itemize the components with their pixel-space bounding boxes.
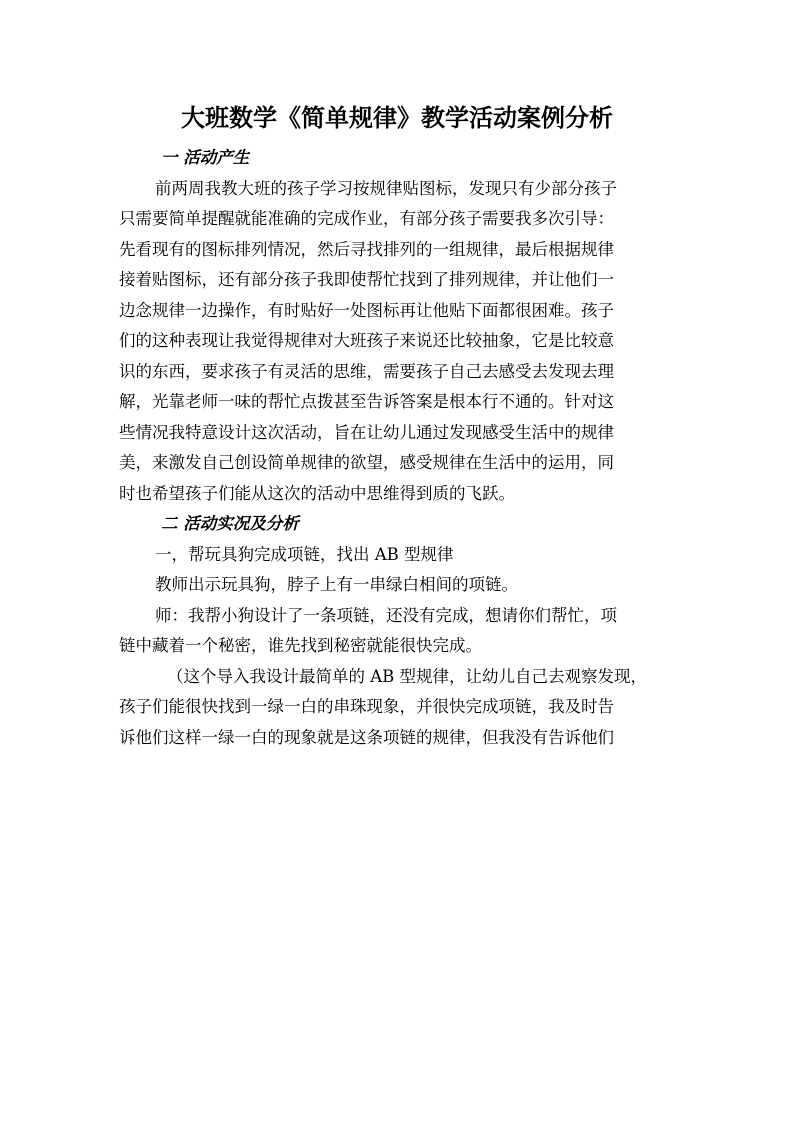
subsection-heading: 一，帮玩具狗完成项链，找出 AB 型规律 (155, 544, 454, 564)
paragraph-line: 们的这种表现让我觉得规律对大班孩子来说还比较抽象，它是比较意 (119, 331, 614, 350)
document-title: 大班数学《简单规律》教学活动案例分析 (181, 104, 613, 132)
paragraph-line: 接着贴图标，还有部分孩子我即使帮忙找到了排列规律，并让他们一 (119, 270, 614, 289)
paragraph-line: 师：我帮小狗设计了一条项链，还没有完成，想请你们帮忙，项 (155, 605, 617, 625)
paragraph-line: 时也希望孩子们能从这次的活动中思维得到质的飞跃。 (119, 483, 515, 503)
section-heading-2: 二 活动实况及分析 (161, 514, 299, 533)
paragraph-line: 解，光靠老师一味的帮忙点拨甚至告诉答案是根本行不通的。针对这 (119, 392, 614, 411)
paragraph-line: 教师出示玩具狗，脖子上有一串绿白相间的项链。 (155, 575, 518, 594)
paragraph-line: 链中藏着一个秘密，谁先找到秘密就能很快完成。 (119, 636, 482, 655)
paragraph-line: 诉他们这样一绿一白的现象就是这条项链的规律，但我没有告诉他们 (119, 727, 614, 747)
paragraph-line: 孩子们能很快找到一绿一白的串珠现象，并很快完成项链，我及时告 (119, 697, 614, 716)
paragraph-line: 先看现有的图标排列情况，然后寻找排列的一组规律，最后根据规律 (119, 239, 614, 259)
paragraph-line: 识的东西，要求孩子有灵活的思维，需要孩子自己去感受去发现去理 (119, 361, 614, 381)
paragraph-line: 美，来激发自己创设简单规律的欲望，感受规律在生活中的运用，同 (119, 453, 614, 472)
paragraph-line: 边念规律一边操作，有时贴好一处图标再让他贴下面都很困难。孩子 (119, 300, 614, 320)
paragraph-line: 些情况我特意设计这次活动，旨在让幼儿通过发现感受生活中的规律 (119, 422, 614, 442)
paragraph-line: 前两周我教大班的孩子学习按规律贴图标，发现只有少部分孩子 (155, 178, 617, 198)
section-heading-1: 一 活动产生 (161, 148, 250, 167)
paragraph-line: 只需要简单提醒就能准确的完成作业，有部分孩子需要我多次引导： (119, 209, 614, 228)
document-body (119, 143, 675, 753)
paragraph-line: （这个导入我设计最简单的 AB 型规律，让幼儿自己去观察发现， (167, 666, 648, 686)
